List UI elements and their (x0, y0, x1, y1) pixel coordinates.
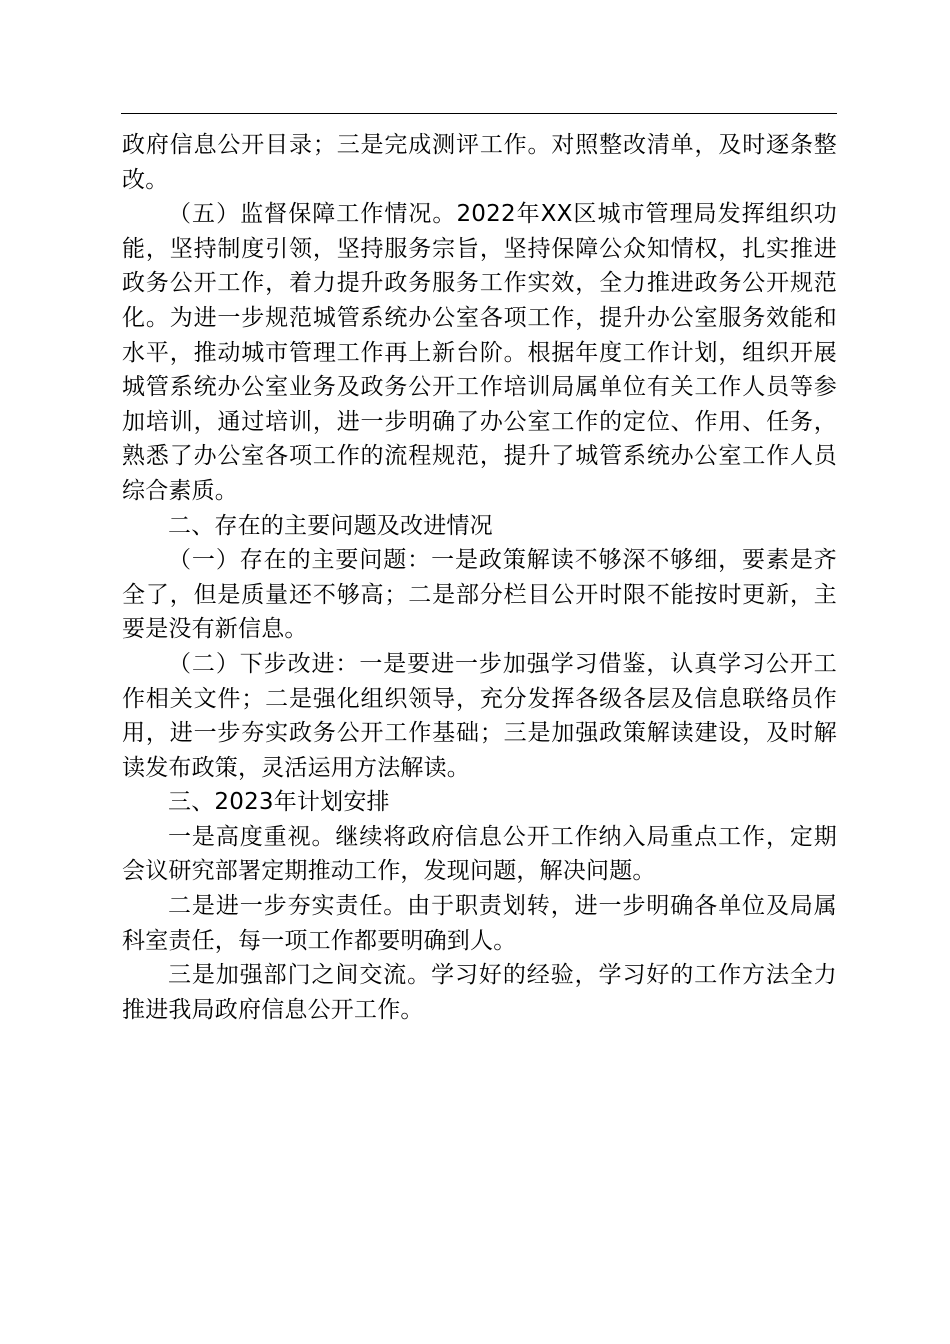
paragraph-improvements: （二）下步改进：一是要进一步加强学习借鉴，认真学习公开工作相关文件；二是强化组织领导，充分发挥各级各层及信息联络员作用，进一步夯实政务公开工作基础；三是加强政策解读建设，及时解读发布政策，灵活运用方法解读。 (122, 650, 837, 781)
paragraph-supervision: （五）监督保障工作情况。2022年XX区城市管理局发挥组织功能，坚持制度引领，坚持服务宗旨，坚持保障公众知情权，扎实推进政务公开工作，着力提升政务服务工作实效，全力推进政务公开规范化。为进一步规范城管系统办公室各项工作，提升办公室服务效能和水平，推动城市管理工作再上新台阶。根据年度工作计划，组织开展城管系统办公室业务及政务公开工作培训局属单位有关工作人员等参加培训，通过培训，进一步明确了办公室工作的定位、作用、任务，熟悉了办公室各项工作的流程规范，提升了城管系统办公室工作人员综合素质。 (122, 201, 837, 504)
paragraph-plan-2: 二是进一步夯实责任。由于职责划转，进一步明确各单位及局属科室责任，每一项工作都要明确到人。 (122, 893, 837, 954)
paragraph-continuation: 政府信息公开目录；三是完成测评工作。对照整改清单，及时逐条整改。 (122, 132, 837, 193)
header-rule (121, 113, 837, 114)
section-heading-plan: 三、2023年计划安排 (168, 789, 390, 816)
paragraph-plan-1: 一是高度重视。继续将政府信息公开工作纳入局重点工作，定期会议研究部署定期推动工作，发现问题，解决问题。 (122, 823, 837, 885)
paragraph-main-problems: （一）存在的主要问题：一是政策解读不够深不够细，要素是齐全了，但是质量还不够高；二是部分栏目公开时限不能按时更新，主要是没有新信息。 (122, 547, 837, 643)
document-body (122, 128, 837, 1027)
paragraph-plan-3: 三是加强部门之间交流。学习好的经验，学习好的工作方法全力推进我局政府信息公开工作。 (122, 962, 837, 1023)
section-heading-problems: 二、存在的主要问题及改进情况 (168, 512, 493, 539)
